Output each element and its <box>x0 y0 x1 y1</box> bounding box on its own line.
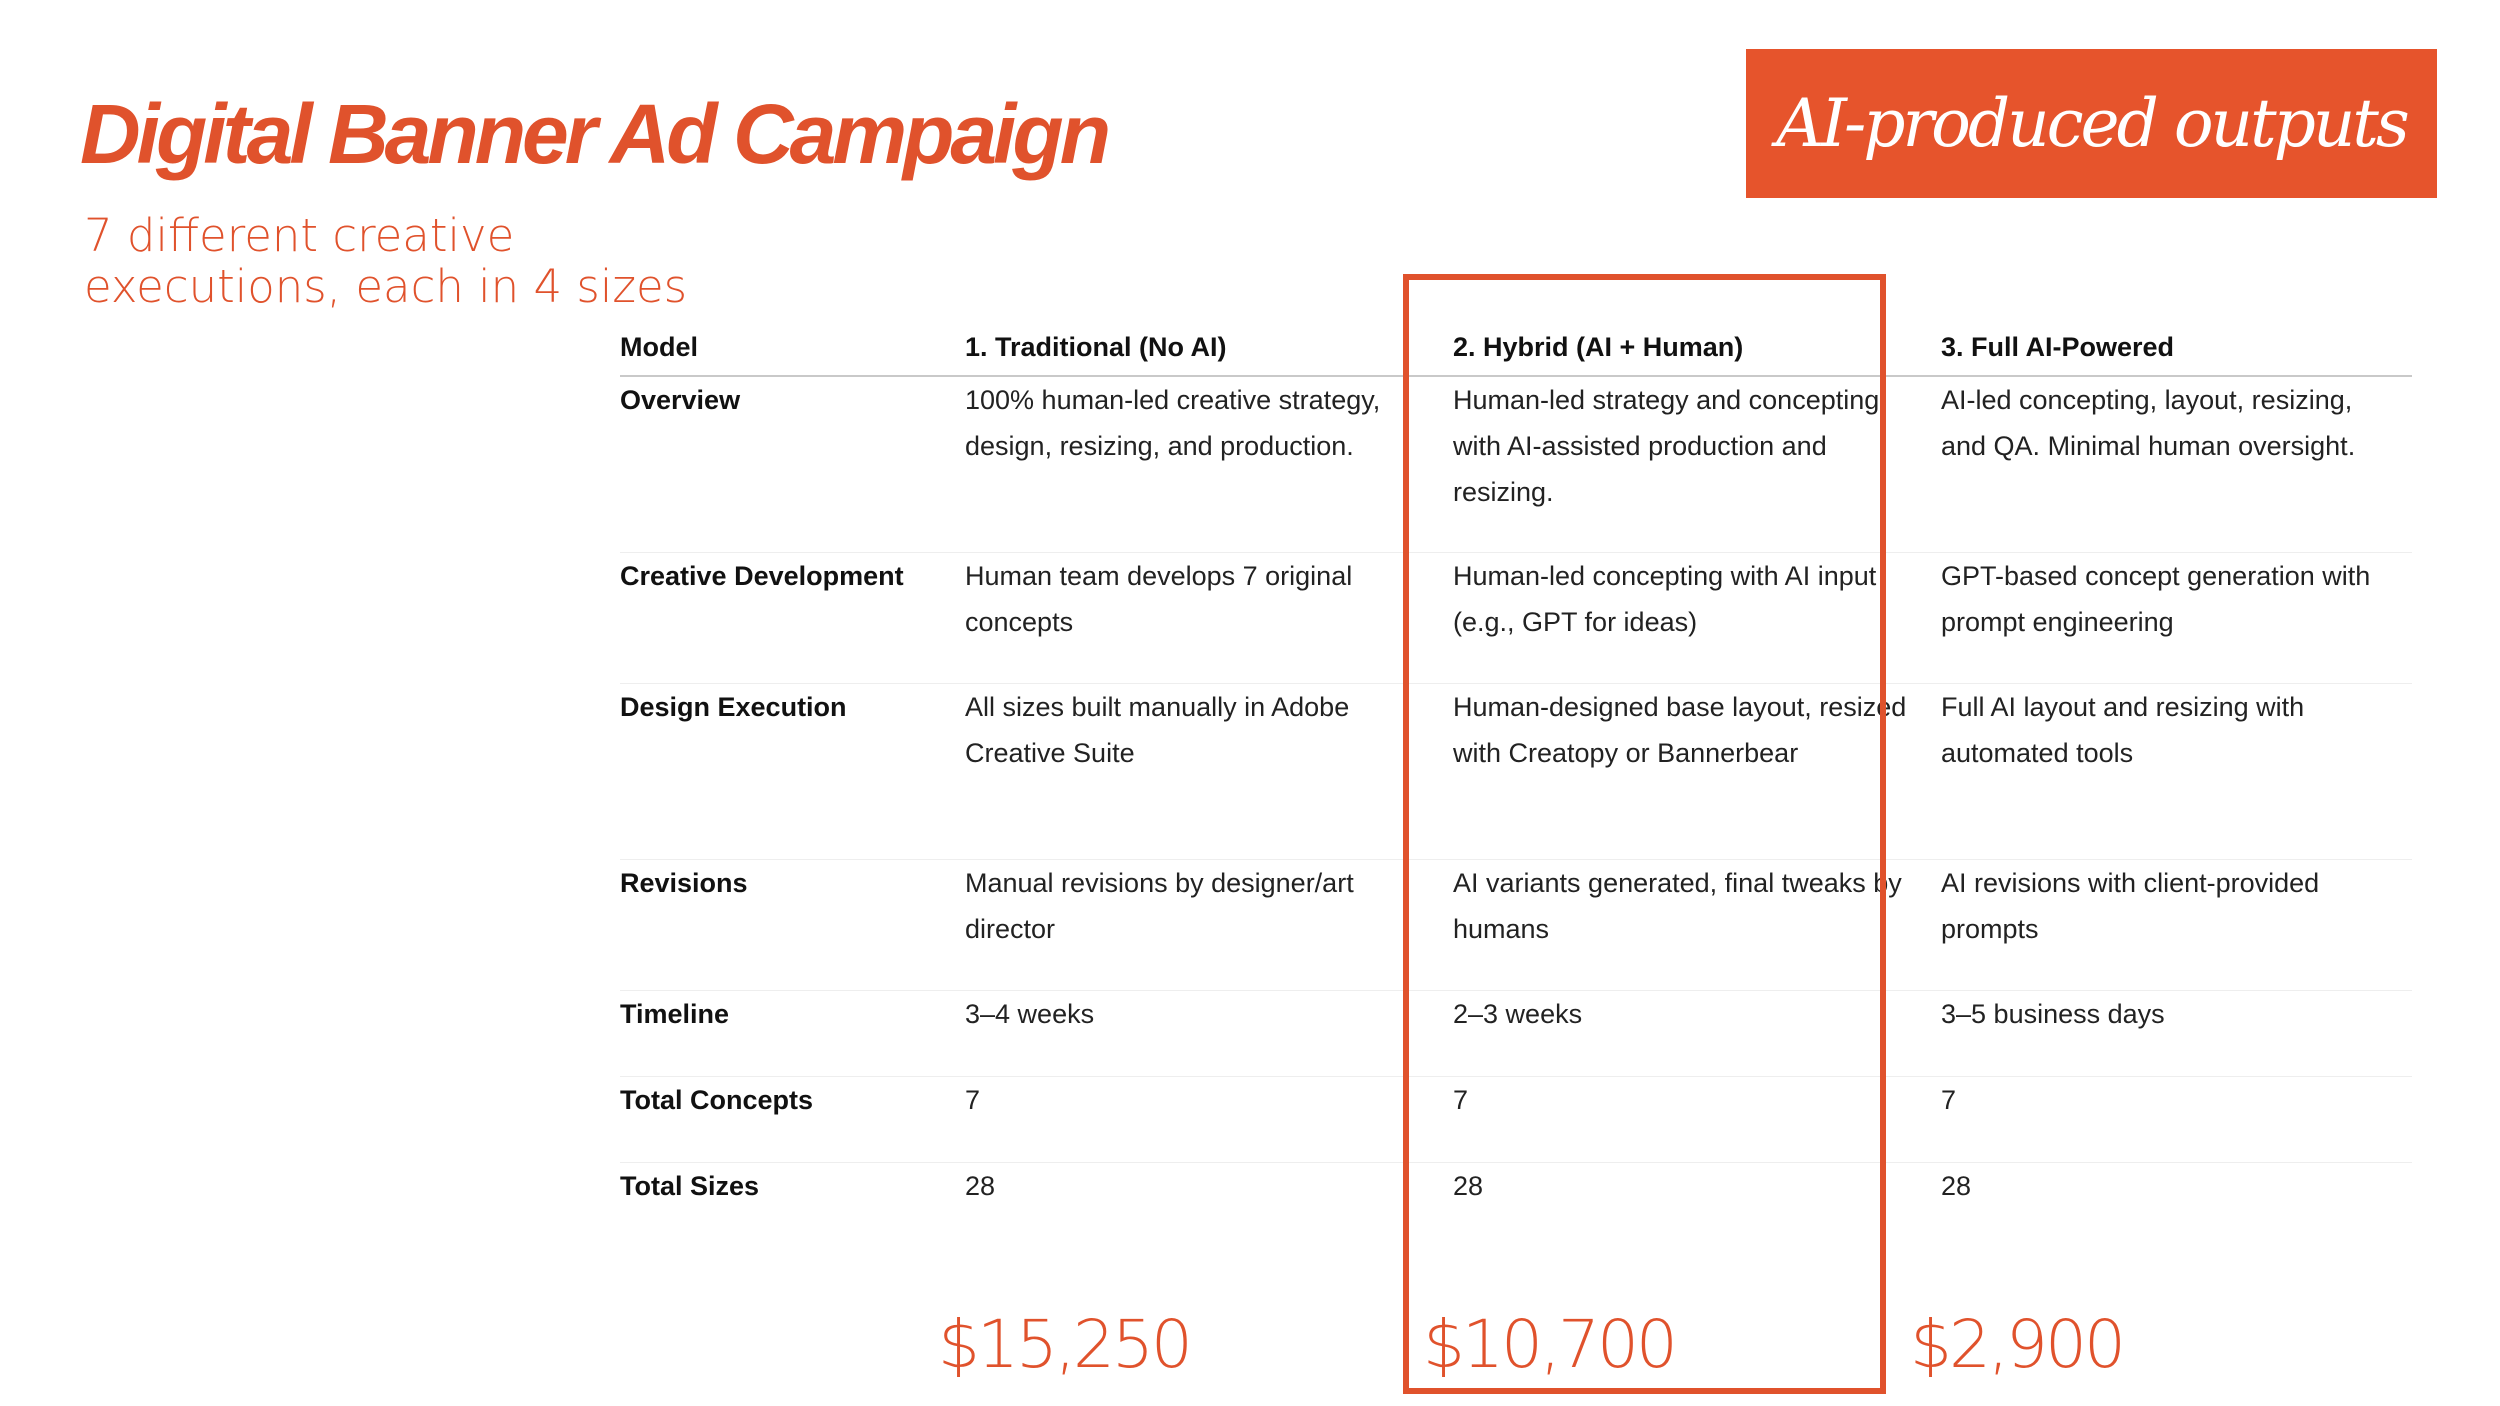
table-cell: 3–5 business days <box>1941 990 2412 1076</box>
table-cell: GPT-based concept generation with prompt engineering <box>1941 552 2412 683</box>
table-cell: AI-led concepting, layout, resizing, and QA. Minimal human oversight. <box>1941 376 2412 552</box>
table-cell: 7 <box>1453 1076 1941 1162</box>
price-traditional: $15,250 <box>938 1306 1190 1383</box>
table-row <box>620 683 2412 859</box>
row-label: Total Sizes <box>620 1170 760 1201</box>
page-subtitle: 7 different creative executions, each in 4 sizes <box>84 209 688 313</box>
table-row <box>620 376 2412 552</box>
table-header-row <box>620 318 2412 376</box>
column-header-full-ai: 3. Full AI-Powered <box>1941 318 2412 376</box>
table-cell: Full AI layout and resizing with automated tools <box>1941 683 2412 859</box>
column-header-hybrid: 2. Hybrid (AI + Human) <box>1453 318 1941 376</box>
table-row <box>620 1076 2412 1162</box>
row-label: Timeline <box>620 990 965 1076</box>
ai-outputs-badge <box>1746 49 2437 198</box>
column-header-model: Model <box>620 318 965 376</box>
table-cell: 100% human-led creative strategy, design, resizing, and production. <box>965 376 1453 552</box>
price-full-ai: $2,900 <box>1910 1306 2123 1383</box>
table-cell: 28 <box>965 1170 996 1201</box>
row-label: Total Concepts <box>620 1076 965 1162</box>
table-cell: AI variants generated, final tweaks by humans <box>1453 859 1941 990</box>
table-row <box>620 552 2412 683</box>
table-cell: 2–3 weeks <box>1453 990 1941 1076</box>
table-cell: 7 <box>1941 1076 2412 1162</box>
table-cell: Manual revisions by designer/art director <box>965 859 1453 990</box>
column-header-traditional: 1. Traditional (No AI) <box>965 318 1453 376</box>
table-row <box>620 990 2412 1076</box>
table-cell: 28 <box>1941 1170 1972 1201</box>
table-cell: Human-led strategy and concepting with AI-assisted production and resizing. <box>1453 376 1941 552</box>
page-title: Digital Banner Ad Campaign <box>80 87 1108 181</box>
row-label: Revisions <box>620 859 965 990</box>
table-row <box>620 1162 2412 1248</box>
table-row <box>620 859 2412 990</box>
comparison-table <box>620 318 2412 1248</box>
table-cell: Human-designed base layout, resized with Creatopy or Bannerbear <box>1453 683 1941 859</box>
row-label: Design Execution <box>620 683 965 859</box>
table-cell: 7 <box>965 1076 1453 1162</box>
table-cell: Human-led concepting with AI input (e.g., GPT for ideas) <box>1453 552 1941 683</box>
row-label: Overview <box>620 376 965 552</box>
badge-label: AI-produced outputs <box>1776 85 2407 162</box>
table-cell: All sizes built manually in Adobe Creative Suite <box>965 683 1453 859</box>
table-cell: 28 <box>1453 1170 1484 1201</box>
row-label: Creative Development <box>620 552 965 683</box>
price-hybrid: $10,700 <box>1423 1306 1675 1383</box>
table-cell: Human team develops 7 original concepts <box>965 552 1453 683</box>
table-cell: 3–4 weeks <box>965 990 1453 1076</box>
table-cell: AI revisions with client-provided prompts <box>1941 859 2412 990</box>
